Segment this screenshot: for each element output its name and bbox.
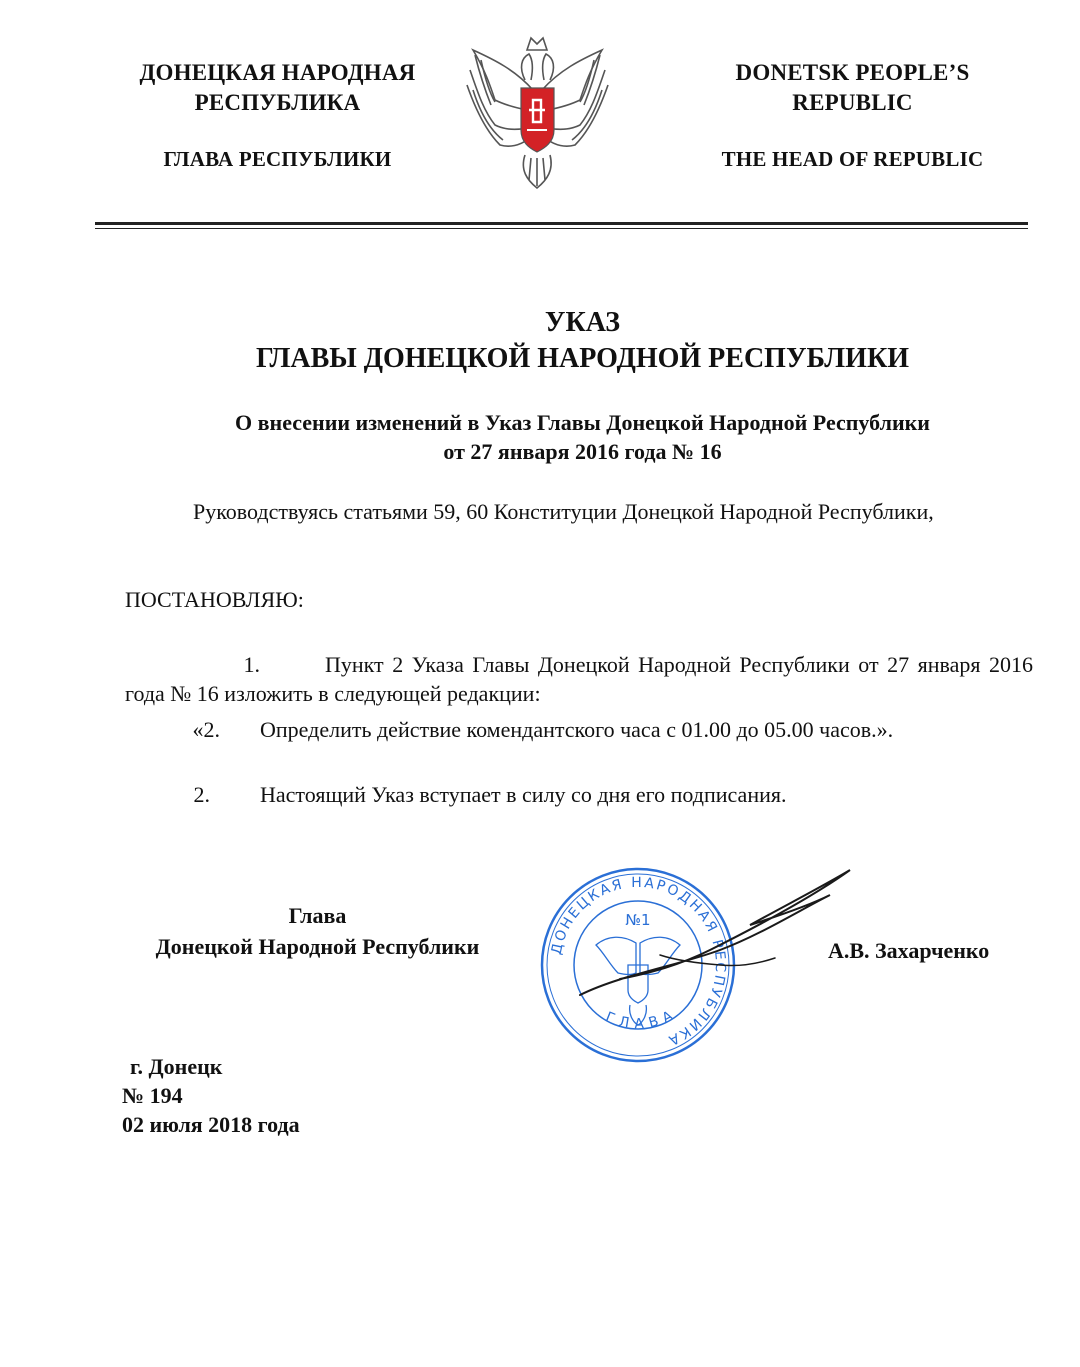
signatory-title-line2: Донецкой Народной Республики	[155, 934, 480, 959]
item-2-text: Настоящий Указ вступает в силу со дня его подписания.	[260, 782, 787, 807]
svg-text:ГЛАВА	[603, 1005, 681, 1032]
decree-title-line1: УКАЗ	[544, 307, 621, 338]
decree-subject-line2: от 27 января 2016 года № 16	[443, 439, 722, 464]
header-right-subtitle: THE HEAD OF REPUBLIC	[721, 147, 984, 171]
header-divider-thick	[95, 222, 1028, 225]
decree-title	[100, 305, 1065, 377]
header-left-line1: ДОНЕЦКАЯ НАРОДНАЯ	[139, 60, 416, 85]
header-divider-thin	[95, 228, 1028, 229]
stamp-bottom-text: ГЛАВА	[603, 1005, 681, 1033]
header-left	[100, 58, 455, 174]
header-right-line1: DONETSK PEOPLE’S	[735, 60, 970, 85]
signatory-title	[120, 900, 515, 962]
signatory-title-line1: Глава	[288, 903, 347, 928]
decree-title-line2: ГЛАВЫ ДОНЕЦКОЙ НАРОДНОЙ РЕСПУБЛИКИ	[255, 343, 910, 374]
resolve-heading: ПОСТАНОВЛЯЮ:	[125, 587, 304, 612]
stamp-number: №1	[625, 911, 651, 929]
footer-date: 02 июля 2018 года	[122, 1112, 300, 1137]
preamble: Руководствуясь статьями 59, 60 Конституции Донецкой Народной Республики,	[193, 499, 934, 524]
decree-quoted-item	[125, 715, 1033, 744]
item-1-number: 1.	[243, 652, 260, 677]
coat-of-arms-emblem	[455, 30, 620, 195]
header-left-line2: РЕСПУБЛИКА	[194, 90, 361, 115]
handwritten-signature	[560, 855, 860, 1005]
decree-footer	[122, 1052, 300, 1139]
quoted-item-number: «2.	[192, 717, 220, 742]
footer-city: г. Донецк	[130, 1054, 223, 1079]
quoted-item-text: Определить действие комендантского часа с 01.00 до 05.00 часов.».	[260, 717, 894, 742]
item-1-text: Пункт 2 Указа Главы Донецкой Народной Республики от 27 января 2016 года № 16 изложить в следующей редакции:	[125, 652, 1033, 706]
decree-subject-line1: О внесении изменений в Указ Главы Донецкой Народной Республики	[235, 410, 930, 435]
header-left-subtitle: ГЛАВА РЕСПУБЛИКИ	[163, 147, 392, 171]
header-right	[690, 58, 1015, 174]
footer-number: № 194	[122, 1083, 183, 1108]
item-2-number: 2.	[193, 782, 210, 807]
decree-item-1	[125, 650, 1033, 708]
signatory-name: А.В. Захарченко	[828, 938, 990, 963]
header-right-line2: REPUBLIC	[792, 90, 913, 115]
decree-item-2	[125, 780, 1033, 809]
decree-subject	[100, 408, 1065, 466]
stamp-ring-text: ДОНЕЦКАЯ НАРОДНАЯ РЕСПУБЛИКА	[548, 874, 729, 1049]
